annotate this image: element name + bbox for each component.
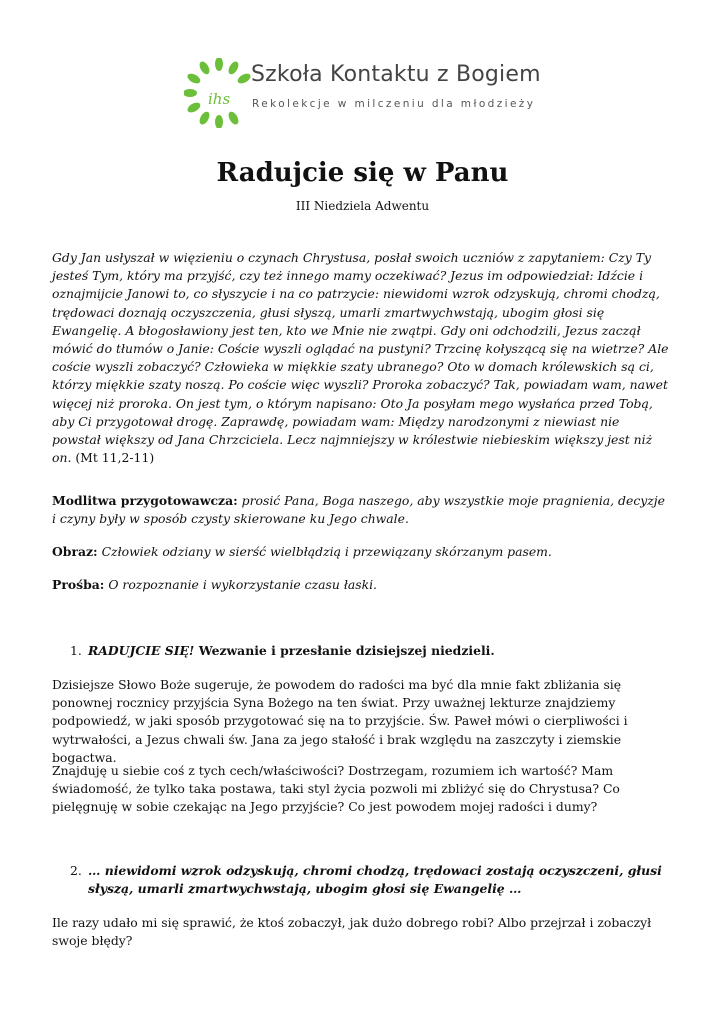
image-text: Człowiek odziany w sierść wielbłądzią i przewiązany skórzanym pasem. [101,544,552,559]
sun-logo-icon [184,58,254,128]
gospel-passage [52,249,672,467]
logo-mark-text: ihs [208,90,231,108]
request-label: Prośba: [52,577,105,592]
gospel-reference: (Mt 11,2-11) [75,450,155,466]
image-paragraph [52,543,672,561]
section-1-number: 1. [70,643,82,658]
request-text: O rozpoznanie i wykorzystanie czasu łaski. [108,577,377,592]
section-2-paragraph-1: Ile razy udało mi się sprawić, że ktoś zobaczył, jak dużo dobrego robi? Albo przejrzał i zobaczył swoje błędy? [52,915,652,949]
page-subtitle: III Niedziela Adwentu [295,199,430,213]
page-title: Radujcie się w Panu [216,158,509,188]
preparatory-prayer [52,492,672,528]
section-2-heading: … niewidomi wzrok odzyskują, chromi chodzą, trędowaci zostają oczyszczeni, głusi słyszą, umarli zmartwychwstają, ubogim głosi się Ewangelię … [88,863,662,897]
logo-title: Szkoła Kontaktu z Bogiem [251,62,541,87]
section-2-number: 2. [70,863,82,878]
section-1-title-rest: Wezwanie i przesłanie dzisiejszej niedzieli. [194,643,495,658]
site-header [184,58,544,128]
prayer-text: prosić Pana, Boga naszego, aby wszystkie moje pragnienia, decyzje i czyny były w sposób czysty skierowane ku Jego chwale. [52,493,665,527]
request-paragraph [52,576,672,594]
image-label: Obraz: [52,544,98,559]
section-1-paragraph-1: Dzisiejsze Słowo Boże sugeruje, że powodem do radości ma być dla mnie fakt zbliżania się ponownej rocznicy przyjścia Syna Bożego na ten świat. Przy uważnej lekturze znajdziemy podpowiedź, w jaki sposób przygotować się na to przyjście. Św. Paweł mówi o cierpliwości i wytrwałości, a Jezus chwali św. Jana za jego stałość i brak względu na zaszczyty i ziemskie bogactwa. [52,677,628,765]
section-1-paragraph-2: Znajduję u siebie coś z tych cech/właściwości? Dostrzegam, rozumiem ich wartość? Mam świadomość, że tylko taka postawa, taki styl życia pozwoli mi zbliżyć się do Chrystusa? Co pielęgnuję w sobie czekając na Jego przyjście? Co jest powodem mojej radości i dumy? [52,763,620,815]
logo-subtitle: Rekolekcje w milczeniu dla młodzieży [252,98,536,110]
prayer-label: Modlitwa przygotowawcza: [52,493,238,508]
section-1-heading [88,642,678,660]
section-1-title-italic: RADUJCIE SIĘ! [88,643,195,658]
gospel-text: Gdy Jan usłyszał w więzieniu o czynach Chrystusa, posłał swoich uczniów z zapytaniem: Czy Ty jesteś Tym, który ma przyjść, czy też innego mamy oczekiwać? Jezus im odpowiedział: Idźcie i oznajmijcie Janowi to, co słyszycie i na co patrzycie: niewidomi wzrok odzyskują, chromi chodzą, trędowaci doznają oczyszczenia, głusi słyszą, umarli zmartwychwstają, ubogim głosi się Ewangelię. A błogosławiony jest ten, kto we Mnie nie zwątpi. Gdy oni odchodzili, Jezus zaczął mówić do tłumów o Janie: Coście wyszli oglądać na pustyni? Trzcinę kołyszącą się na wietrze? Ale coście wyszli zobaczyć? Człowieka w miękkie szaty ubranego? Oto w domach królewskich są ci, którzy miękkie szaty noszą. Po coście więc wyszli? Proroka zobaczyć? Tak, powiadam wam, nawet więcej niż proroka. On jest tym, o którym napisano: Oto Ja posyłam mego wysłańca przed Tobą, aby Ci przygotował drogę. Zaprawdę, powiadam wam: Między narodzonymi z niewiast nie powstał większy od Jana Chrzciciela. Lecz najmniejszy w królestwie niebieskim większy jest niż on. [52,250,669,466]
